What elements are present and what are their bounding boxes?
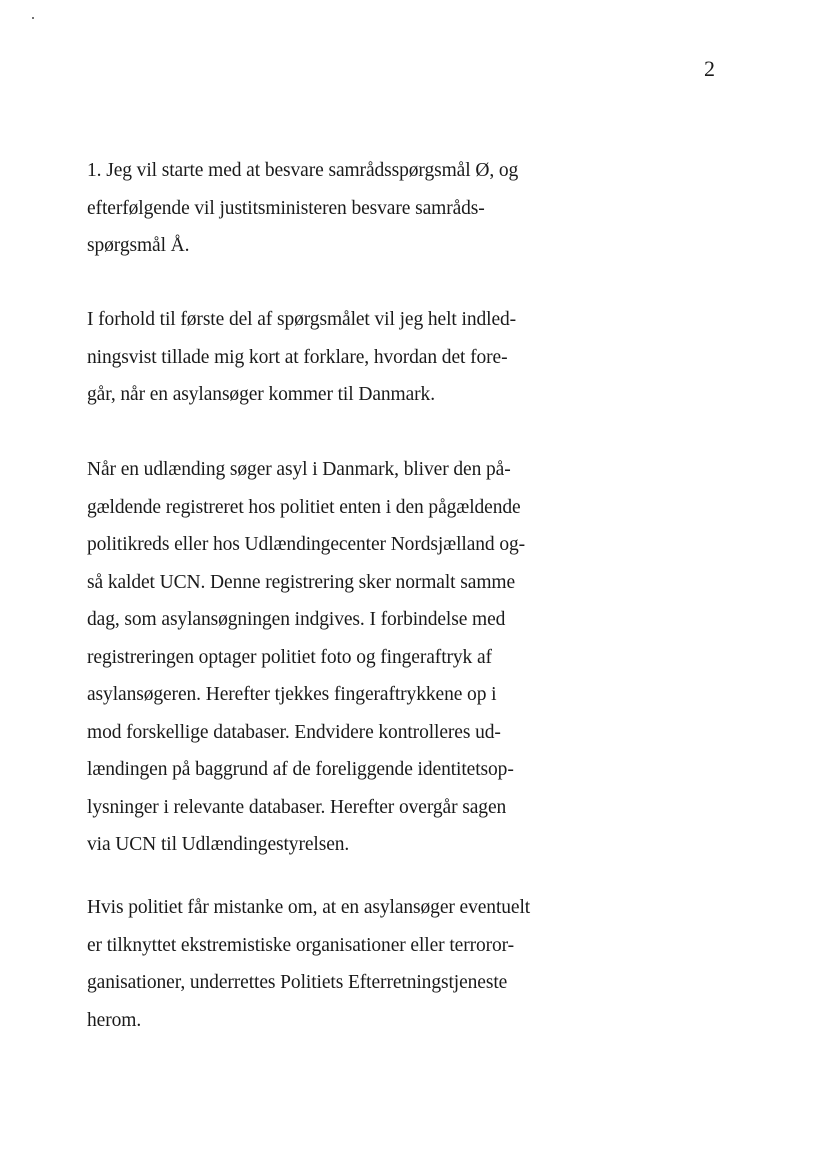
text-line: lysninger i relevante databaser. Herefter overgår sagen [87, 796, 507, 818]
paragraph-4 [87, 889, 607, 1039]
text-line: herom. [87, 1009, 142, 1031]
text-line: dag, som asylansøgningen indgives. I forbindelse med [87, 609, 506, 630]
text-line: ganisationer, underrettes Politiets Efterretningstjeneste [87, 972, 508, 993]
text-line: via UCN til Udlændingestyrelsen. [87, 834, 350, 855]
paragraph-2 [87, 301, 607, 414]
text-line: gældende registreret hos politiet enten i den pågældende [87, 496, 521, 518]
scan-speck [32, 17, 34, 19]
text-line: lændingen på baggrund af de foreliggende identitetsop- [87, 759, 514, 780]
paragraph-1 [87, 152, 607, 265]
paragraph-3 [87, 451, 607, 864]
text-line: 1. Jeg vil starte med at besvare samrådsspørgsmål Ø, og [87, 160, 519, 181]
text-line: registreringen optager politiet foto og fingeraftryk af [87, 646, 492, 668]
text-line: politikreds eller hos Udlændingecenter Nordsjælland og- [87, 534, 526, 555]
text-line: Når en udlænding søger asyl i Danmark, bliver den på- [87, 459, 511, 480]
text-line: så kaldet UCN. Denne registrering sker normalt samme [87, 571, 516, 593]
text-line: er tilknyttet ekstremistiske organisationer eller terroror- [87, 934, 515, 956]
text-line: I forhold til første del af spørgsmålet vil jeg helt indled- [87, 309, 517, 330]
text-line: spørgsmål Å. [87, 235, 190, 256]
text-line: mod forskellige databaser. Endvidere kontrolleres ud- [87, 721, 501, 743]
text-line: ningsvist tillade mig kort at forklare, hvordan det fore- [87, 346, 508, 368]
text-line: Hvis politiet får mistanke om, at en asylansøger eventuelt [87, 897, 531, 918]
text-line: efterfølgende vil justitsministeren besvare samråds- [87, 197, 485, 219]
text-line: går, når en asylansøger kommer til Danmark. [87, 384, 435, 405]
page-number: 2 [704, 56, 715, 81]
text-line: asylansøgeren. Herefter tjekkes fingeraftrykkene op i [87, 684, 497, 705]
